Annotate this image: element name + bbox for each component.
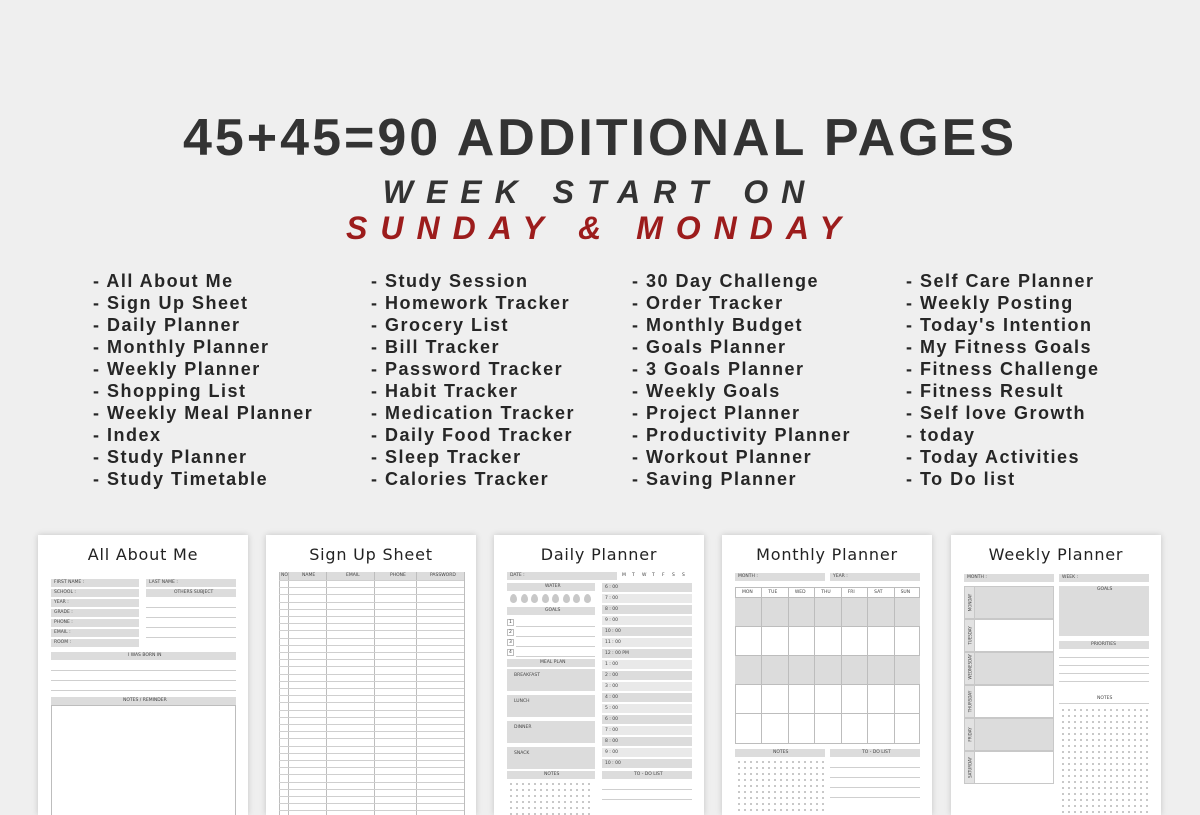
- list-item: - Today's Intention: [906, 315, 1093, 335]
- water-label: WATER: [545, 584, 561, 589]
- field-label: PHONE :: [54, 620, 73, 625]
- page-list-column-2: [371, 270, 575, 490]
- time-label: 9 : 00: [605, 618, 618, 623]
- todo-label: TO - DO LIST: [862, 750, 891, 755]
- list-item: - My Fitness Goals: [906, 337, 1093, 357]
- time-label: 7 : 00: [605, 728, 618, 733]
- weekday-letter: S: [672, 573, 675, 578]
- meal-label: DINNER: [514, 725, 532, 730]
- time-label: 4 : 00: [605, 695, 618, 700]
- time-label: 7 : 00: [605, 596, 618, 601]
- time-label: 5 : 00: [605, 706, 618, 711]
- list-item: - today: [906, 425, 976, 445]
- month-label: MONTH :: [738, 574, 758, 579]
- preview-title: Sign Up Sheet: [309, 545, 433, 564]
- time-label: 8 : 00: [605, 739, 618, 744]
- field-label: SCHOOL :: [54, 590, 76, 595]
- time-label: 1 : 00: [605, 662, 618, 667]
- list-item: - Productivity Planner: [632, 425, 852, 445]
- list-item: - Bill Tracker: [371, 337, 501, 357]
- time-label: 3 : 00: [605, 684, 618, 689]
- weekday-header: SAT: [874, 590, 883, 595]
- col-password: PASSWORD: [430, 573, 456, 578]
- list-item: - Self Care Planner: [906, 271, 1095, 291]
- goal-number: 4: [509, 650, 512, 655]
- time-label: 2 : 00: [605, 673, 618, 678]
- list-item: - Daily Food Tracker: [371, 425, 574, 445]
- preview-monthly-planner: [722, 535, 932, 815]
- water-drop-icon: [542, 594, 549, 603]
- weekday-header: MON: [742, 590, 753, 595]
- list-item: - To Do list: [906, 469, 1016, 489]
- preview-title: Daily Planner: [540, 545, 658, 564]
- preview-weekly-planner: [951, 535, 1161, 815]
- weekday-header: THU: [821, 590, 831, 595]
- month-label: MONTH :: [967, 575, 987, 580]
- subtitle-days: SUNDAY & MONDAY: [346, 210, 854, 246]
- todo-label: TO - DO LIST: [634, 772, 663, 777]
- list-item: - Habit Tracker: [371, 381, 519, 401]
- preview-daily-planner: [494, 535, 704, 815]
- weekday-label: TUESDAY: [967, 626, 973, 645]
- goal-number: 3: [509, 640, 512, 645]
- list-item: - Monthly Budget: [632, 315, 803, 335]
- time-label: 6 : 00: [605, 717, 618, 722]
- list-item: - 30 Day Challenge: [632, 271, 820, 291]
- date-label: DATE :: [510, 573, 525, 578]
- list-item: - Medication Tracker: [371, 403, 576, 423]
- goal-number: 2: [509, 630, 512, 635]
- preview-sign-up-sheet: [266, 535, 476, 815]
- preview-title: Monthly Planner: [756, 545, 898, 564]
- page-list-column-1: [93, 270, 313, 490]
- weekday-letter: T: [632, 573, 635, 578]
- meal-label: BREAKFAST: [514, 673, 540, 678]
- list-item: - Sleep Tracker: [371, 447, 522, 467]
- list-item: - Sign Up Sheet: [93, 293, 249, 313]
- list-item: - Study Timetable: [93, 469, 269, 489]
- field-label: EMAIL :: [54, 630, 71, 635]
- col-email: EMAIL: [346, 573, 360, 578]
- notes-label: NOTES: [773, 750, 789, 755]
- weekday-letter: T: [652, 573, 655, 578]
- weekday-label: THURSDAY: [967, 690, 973, 713]
- goals-label: GOALS: [545, 608, 561, 613]
- weekday-letter: M: [622, 573, 626, 578]
- meal-label: SNACK: [514, 751, 530, 756]
- water-drop-icon: [584, 594, 591, 603]
- list-item: - Project Planner: [632, 403, 801, 423]
- water-drop-icon: [521, 594, 528, 603]
- list-item: - Grocery List: [371, 315, 510, 335]
- field-label: FIRST NAME :: [54, 580, 85, 585]
- page-list-column-4: [906, 270, 1100, 490]
- last-name-label: LAST NAME :: [149, 580, 178, 585]
- weekday-label: MONDAY: [967, 593, 973, 612]
- field-label: YEAR :: [54, 600, 69, 605]
- born-in-label: I WAS BORN IN: [128, 653, 162, 658]
- notes-reminder-label: NOTES / REMINDER: [123, 698, 167, 703]
- list-item: - Homework Tracker: [371, 293, 571, 313]
- col-name: NAME: [302, 573, 316, 578]
- preview-title: All About Me: [87, 545, 199, 564]
- week-label: WEEK :: [1062, 575, 1079, 580]
- weekday-label: WEDNESDAY: [967, 654, 973, 680]
- preview-all-about-me: [38, 535, 248, 815]
- list-item: - Calories Tracker: [371, 469, 550, 489]
- list-item: - Self love Growth: [906, 403, 1087, 423]
- water-drop-icon: [552, 594, 559, 603]
- weekday-header: WED: [794, 590, 806, 595]
- field-label: ROOM :: [54, 640, 72, 645]
- weekday-header: SUN: [900, 590, 911, 595]
- list-item: - Fitness Result: [906, 381, 1065, 401]
- weekday-label: SATURDAY: [967, 756, 973, 779]
- meal-plan-label: MEAL PLAN: [540, 660, 566, 665]
- time-label: 8 : 00: [605, 607, 618, 612]
- field-label: GRADE :: [54, 610, 73, 615]
- water-drop-icon: [563, 594, 570, 603]
- time-label: 6 : 00: [605, 585, 618, 590]
- weekday-label: FRIDAY: [967, 727, 973, 742]
- time-label: 9 : 00: [605, 750, 618, 755]
- list-item: - Weekly Posting: [906, 293, 1074, 313]
- goals-label: GOALS: [1097, 587, 1113, 592]
- notes-label: NOTES: [1097, 696, 1113, 701]
- list-item: - Goals Planner: [632, 337, 787, 357]
- time-label: 10 : 00: [605, 761, 621, 766]
- list-item: - Today Activities: [906, 447, 1081, 467]
- list-item: - Fitness Challenge: [906, 359, 1100, 379]
- list-item: - Weekly Planner: [93, 359, 261, 379]
- water-drop-icon: [573, 594, 580, 603]
- list-item: - Order Tracker: [632, 293, 784, 313]
- list-item: - Saving Planner: [632, 469, 798, 489]
- weekday-header: FRI: [847, 590, 855, 595]
- list-item: - Study Planner: [93, 447, 248, 467]
- page-list-column-3: [632, 270, 851, 490]
- water-drop-icon: [510, 594, 517, 603]
- list-item: - Monthly Planner: [93, 337, 270, 357]
- weekday-letter: S: [682, 573, 685, 578]
- list-item: - Daily Planner: [93, 315, 241, 335]
- weekday-letter: F: [662, 573, 665, 578]
- list-item: - Weekly Goals: [632, 381, 781, 401]
- list-item: - Password Tracker: [371, 359, 564, 379]
- col-no: NO: [281, 573, 288, 578]
- list-item: - Weekly Meal Planner: [93, 403, 314, 423]
- meal-label: LUNCH: [514, 699, 530, 704]
- preview-title: Weekly Planner: [988, 545, 1124, 564]
- weekday-header: TUE: [768, 590, 778, 595]
- time-label: 12 : 00 PM: [605, 651, 629, 656]
- year-label: YEAR :: [833, 574, 848, 579]
- list-item: - All About Me: [93, 271, 234, 291]
- list-item: - Workout Planner: [632, 447, 813, 467]
- priorities-label: PRIORITIES: [1091, 642, 1116, 647]
- list-item: - Study Session: [371, 271, 529, 291]
- list-item: - Index: [93, 425, 162, 445]
- time-label: 11 : 00: [605, 640, 621, 645]
- time-label: 10 : 00: [605, 629, 621, 634]
- list-item: - Shopping List: [93, 381, 247, 401]
- goal-number: 1: [509, 620, 512, 625]
- others-subject-label: OTHERS SUBJECT: [174, 590, 214, 595]
- list-item: - 3 Goals Planner: [632, 359, 805, 379]
- weekday-letter: W: [642, 573, 647, 578]
- headline: 45+45=90 ADDITIONAL PAGES: [182, 109, 1018, 167]
- col-phone: PHONE: [390, 573, 406, 578]
- notes-label: NOTES: [544, 772, 560, 777]
- subtitle-week-start: WEEK START ON: [382, 174, 818, 210]
- water-drop-icon: [531, 594, 538, 603]
